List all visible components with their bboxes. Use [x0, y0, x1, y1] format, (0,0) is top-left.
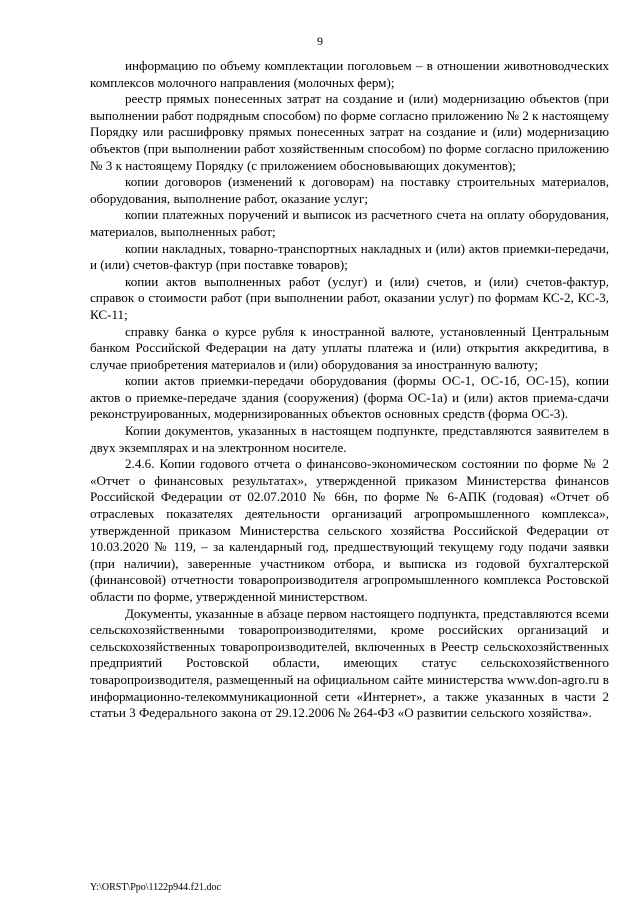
paragraph: 2.4.6. Копии годового отчета о финансово-экономическом состоянии по форме № 2 «Отчет о финансовых результатах», утвержденной приказом Министерства финансов Российской Федерации от 02.07.2010 № 66н, по форме № 6-АПК (годовая) «Отчет об отраслевых показателях деятельности организаций агропромышленного комплекса», утвержденной приказом Министерства сельского хозяйства Российской Федерации от 10.03.2020 № 119, – за календарный год, предшествующий текущему году подачи заявки (при наличии), заверенные участником отбора, и выписка из годовой бухгалтерской (финансовой) отчетности товаропроизводителя агропромышленного комплекса Ростовской области по форме, утвержденной министерством. — [90, 456, 609, 604]
paragraph: информацию по объему комплектации поголовьем – в отношении животноводческих комплексов молочного направления (молочных ферм); — [90, 58, 609, 90]
footer-file-path: Y:\ORST\Ppo\1122p944.f21.doc — [90, 882, 221, 893]
paragraph: реестр прямых понесенных затрат на создание и (или) модернизацию объектов (при выполнении работ подрядным способом) по форме согласно приложению № 2 к настоящему Порядку или расшифровку прямых понесенных затрат на создание и (или) модернизацию объектов (при выполнении работ хозяйственным способом) по форме согласно приложению № 3 к настоящему Порядку (с приложением обосновывающих документов); — [90, 91, 609, 173]
paragraph: справку банка о курсе рубля к иностранной валюте, установленный Центральным банком Российской Федерации на дату уплаты платежа и (или) открытия аккредитива, в случае приобретения материалов и (или) оборудования за иностранную валюту; — [90, 323, 609, 372]
paragraph: копии актов выполненных работ (услуг) и (или) счетов, и (или) счетов-фактур, справок о стоимости работ (при выполнении работ, оказании услуг) по формам КС-2, КС-3, КС-11; — [90, 273, 609, 322]
paragraph: копии накладных, товарно-транспортных накладных и (или) актов приемки-передачи, и (или) счетов-фактур (при поставке товаров); — [90, 240, 609, 273]
paragraph: копии договоров (изменений к договорам) на поставку строительных материалов, оборудования, выполнение работ, оказание услуг; — [90, 174, 609, 206]
paragraph: копии платежных поручений и выписок из расчетного счета на оплату оборудования, материалов, выполненных работ; — [90, 207, 609, 239]
paragraph: Копии документов, указанных в настоящем подпункте, представляются заявителем в двух экземплярах и на электронном носителе. — [90, 423, 609, 455]
page-number: 9 — [317, 34, 323, 48]
body-text — [90, 58, 609, 722]
paragraph: Документы, указанные в абзаце первом настоящего подпункта, представляются всеми сельскохозяйственными товаропроизводителями, кроме российских организаций и сельскохозяйственных товаропроизводителей, включенных в Реестр сельскохозяйственных предприятий Ростовской области, имеющих статус сельскохозяйственного товаропроизводителя, размещенный на официальном сайте министерства www.don-agro.ru в информационно-телекоммуникационной сети «Интернет», а также указанных в части 2 статьи 3 Федерального закона от 29.12.2006 № 264-ФЗ «О развитии сельского хозяйства». — [90, 605, 609, 721]
paragraph: копии актов приемки-передачи оборудования (формы ОС-1, ОС-1б, ОС-15), копии актов о приемке-передаче здания (сооружения) (форма ОС-1а) и (или) актов приема-сдачи реконструированных, модернизированных объектов основных средств (форма ОС-3). — [90, 373, 609, 422]
